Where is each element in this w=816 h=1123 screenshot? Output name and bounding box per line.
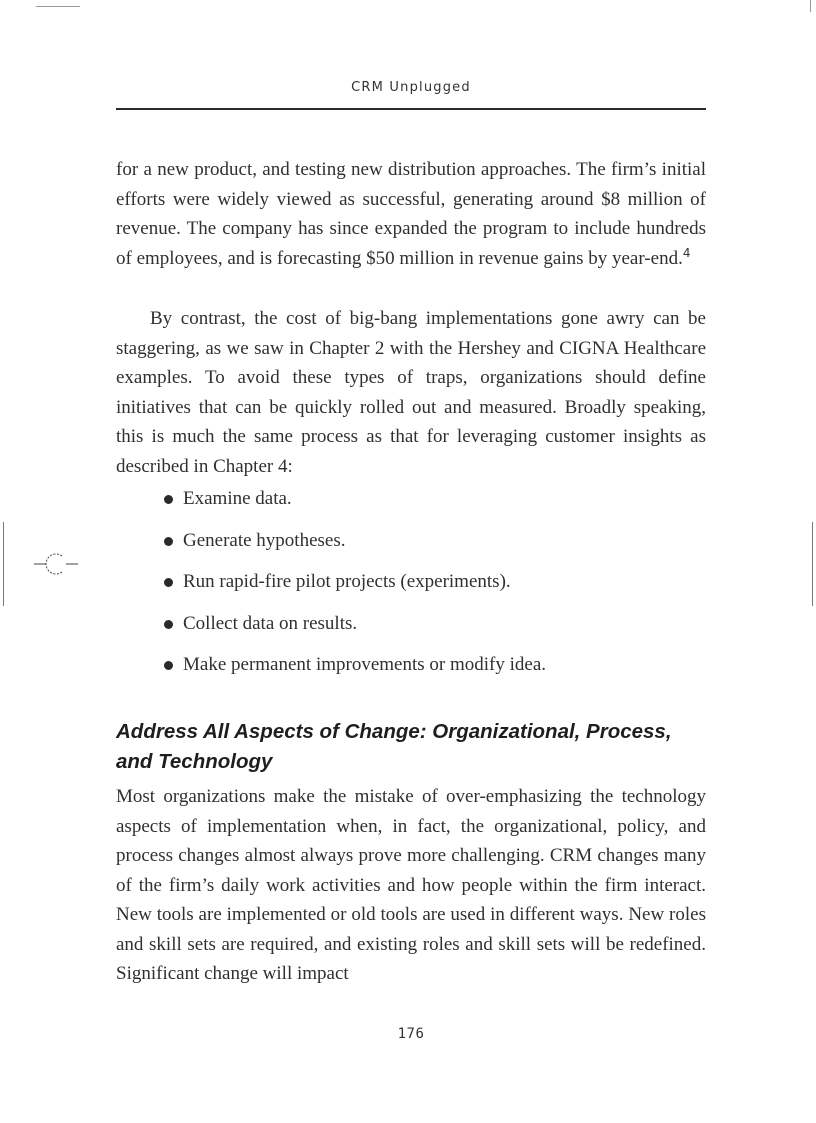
bullet-icon xyxy=(164,620,173,629)
list-item-text: Make permanent improvements or modify idea. xyxy=(183,654,547,675)
paragraph-text: Most organizations make the mistake of over-emphasizing the technology aspects of implementation when, in fact, the organizational, policy, and process changes almost always prove more challenging. CRM changes many of the firm’s daily work activities and how people within the firm interact. New tools are implemented or old tools are used in different ways. New roles and skill sets are required, and existing roles and skill sets will be redefined. Significant change will impact xyxy=(116,786,706,984)
bullet-icon xyxy=(164,578,173,587)
bullet-icon xyxy=(164,537,173,546)
list-item xyxy=(164,609,704,651)
bullet-list xyxy=(164,484,704,692)
list-item-text: Examine data. xyxy=(183,488,292,509)
section-heading: Address All Aspects of Change: Organizational, Process, and Technology xyxy=(116,720,672,773)
bullet-icon xyxy=(164,495,173,504)
crop-mark xyxy=(36,6,80,7)
header-rule xyxy=(116,108,706,110)
bullet-icon xyxy=(164,661,173,670)
list-item-text: Collect data on results. xyxy=(183,612,358,634)
list-item xyxy=(164,484,704,526)
list-item-text: Generate hypotheses. xyxy=(183,529,346,551)
paragraph-text: By contrast, the cost of big-bang implementations gone awry can be staggering, as we saw in Chapter 2 with the Hershey and CIGNA Healthcare examples. To avoid these types of traps, organizations should define initiatives that can be quickly rolled out and measured. Broadly speaking, this is much the same process as that for leveraging customer insights as described in Chapter 4: xyxy=(116,308,706,477)
paragraph-continued xyxy=(116,155,706,275)
paragraph-change xyxy=(116,782,706,989)
list-item xyxy=(164,567,704,609)
paragraph-intro-list xyxy=(116,304,706,481)
page-number: 176 xyxy=(397,1026,425,1042)
scan-edge-mark xyxy=(3,522,4,606)
footnote-ref: 4 xyxy=(682,245,691,260)
crop-mark xyxy=(810,0,811,12)
list-item xyxy=(164,526,704,568)
running-head: CRM Unplugged xyxy=(351,80,471,95)
list-item-text: Run rapid-fire pilot projects (experiments). xyxy=(183,571,511,592)
paragraph-text: for a new product, and testing new distribution approaches. The firm’s initial efforts were widely viewed as successful, generating around $8 million of revenue. The company has since expanded the program to include hundreds of employees, and is forecasting $50 million in revenue gains by year-end. xyxy=(116,159,706,269)
registration-mark-icon xyxy=(32,550,80,578)
list-item xyxy=(164,650,704,692)
scan-edge-mark xyxy=(812,522,813,606)
